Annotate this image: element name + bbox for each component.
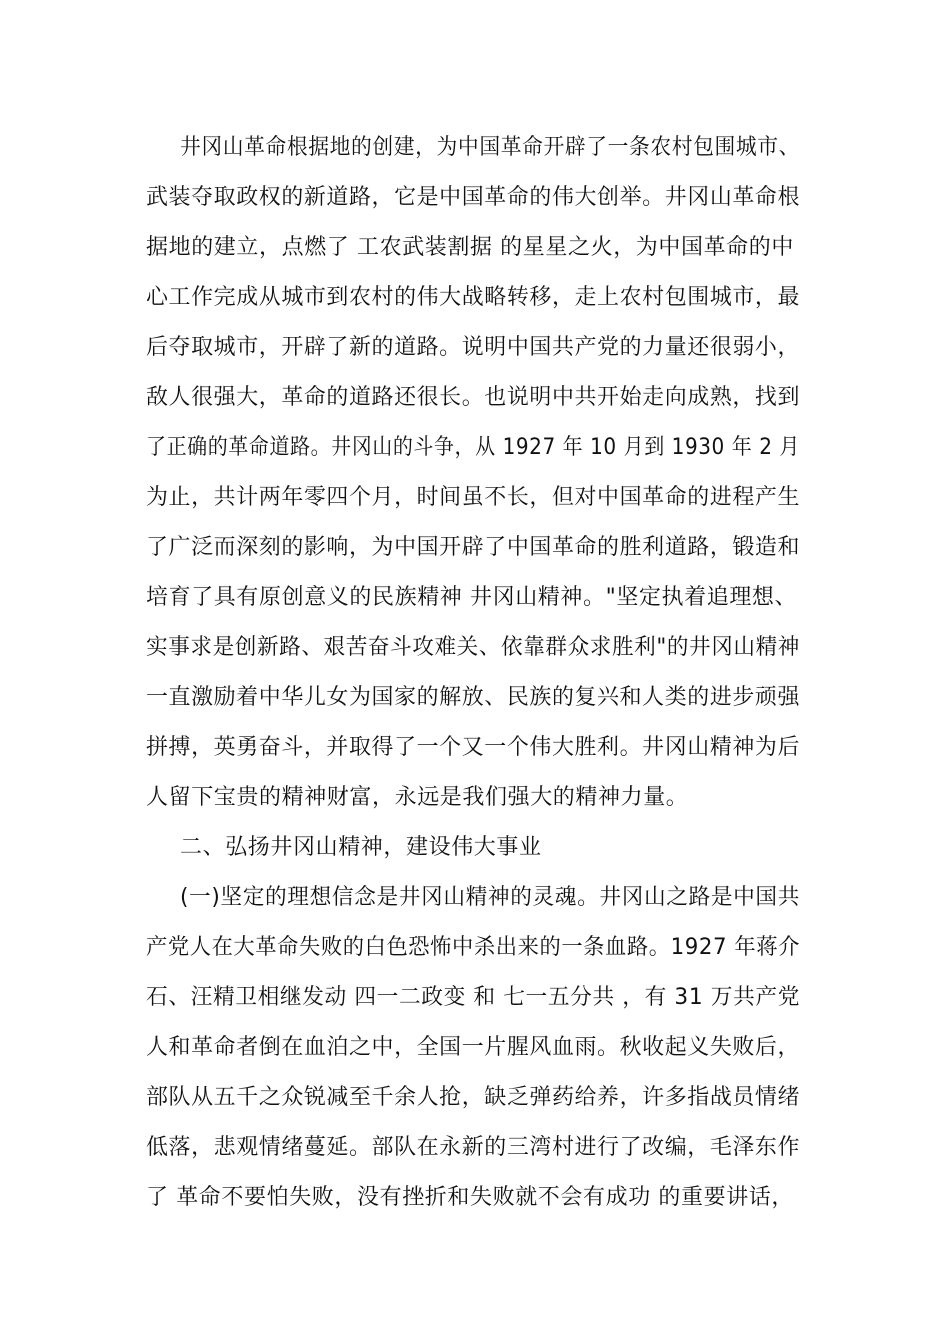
text-line [0,333,950,363]
line-text: 了 革命不要怕失败，没有挫折和失败就不会有成功 的重要讲话， [146,1185,794,1210]
line-text: 拼搏，英勇奋斗，并取得了一个又一个伟大胜利。井冈山精神为后 [146,735,801,760]
line-text: 敌人很强大，革命的道路还很长。也说明中共开始走向成熟，找到 [146,385,801,410]
text-line [0,883,950,913]
text-line [0,183,950,213]
text-line [0,283,950,313]
line-text: 了广泛而深刻的影响，为中国开辟了中国革命的胜利道路，锻造和 [146,535,801,560]
line-text: 实事求是创新路、艰苦奋斗攻难关、依靠群众求胜利"的井冈山精神 [146,635,801,660]
text-line [0,933,950,963]
line-text: 部队从五千之众锐减至千余人抢，缺乏弹药给养，许多指战员情绪 [146,1085,801,1110]
text-line [0,783,950,813]
section-heading [0,833,950,863]
line-text: 后夺取城市，开辟了新的道路。说明中国共产党的力量还很弱小， [146,335,801,360]
text-line [0,983,950,1013]
text-line [0,1083,950,1113]
line-text: 人留下宝贵的精神财富，永远是我们强大的精神力量。 [146,785,689,810]
line-text: 石、汪精卫相继发动 四一二政变 和 七一五分共 ，有 31 万共产党 [146,985,801,1010]
text-line [0,583,950,613]
line-text: 低落，悲观情绪蔓延。部队在永新的三湾村进行了改编，毛泽东作 [146,1135,801,1160]
line-text: 产党人在大革命失败的白色恐怖中杀出来的一条血路。1927 年蒋介 [146,935,801,960]
text-line [0,133,950,163]
line-text: (一)坚定的理想信念是井冈山精神的灵魂。井冈山之路是中国共 [180,885,801,910]
line-text: 据地的建立，点燃了 工农武装割据 的星星之火，为中国革命的中 [146,235,794,260]
line-text: 一直激励着中华儿女为国家的解放、民族的复兴和人类的进步顽强 [146,685,801,710]
text-line [0,483,950,513]
text-line [0,1033,950,1063]
heading-text: 二、弘扬井冈山精神，建设伟大事业 [180,835,542,860]
line-text: 武装夺取政权的新道路，它是中国革命的伟大创举。井冈山革命根 [146,185,801,210]
text-line [0,533,950,563]
line-text: 井冈山革命根据地的创建，为中国革命开辟了一条农村包围城市、 [180,135,801,160]
text-line [0,383,950,413]
line-text: 了正确的革命道路。井冈山的斗争，从 1927 年 10 月到 1930 年 2 月 [146,435,800,460]
text-line [0,1133,950,1163]
line-text: 心工作完成从城市到农村的伟大战略转移，走上农村包围城市，最 [146,285,801,310]
line-text: 为止，共计两年零四个月，时间虽不长，但对中国革命的进程产生 [146,485,801,510]
text-line [0,733,950,763]
text-line [0,633,950,663]
line-text: 培育了具有原创意义的民族精神 井冈山精神。"坚定执着追理想、 [146,585,798,610]
line-text: 人和革命者倒在血泊之中，全国一片腥风血雨。秋收起义失败后， [146,1035,801,1060]
text-line [0,233,950,263]
text-line [0,1183,950,1213]
text-line [0,683,950,713]
text-line [0,433,950,463]
